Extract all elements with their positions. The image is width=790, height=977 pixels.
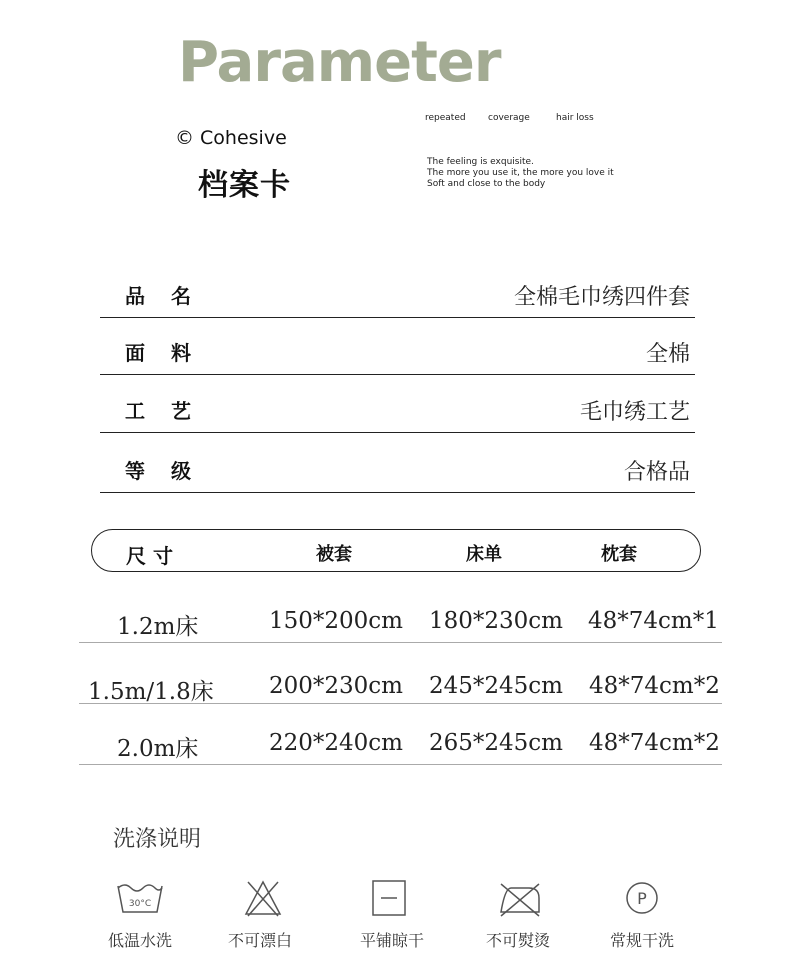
param-value: 全棉 [645,342,690,367]
param-value: 全棉毛巾绣四件套 [513,285,690,310]
size-header-label: 尺 寸 [126,544,173,568]
tag-repeated: repeated [425,113,466,123]
brand-name: © Cohesive [175,127,287,149]
slogan-line: Soft and close to the body [427,179,546,189]
table-row [79,704,722,765]
wash-temperature: 30°C [128,899,152,909]
size-table-header [91,529,701,572]
wash-label: 不可熨烫 [486,931,551,950]
dry-flat-icon [365,878,415,918]
duvet-cell: 200*230cm [269,673,403,699]
bed-size-cell: 1.2m床 [117,614,199,640]
duvet-cell: 150*200cm [269,608,403,634]
dry-clean-p-icon [618,878,668,918]
bed-size-cell: 1.5m/1.8床 [88,679,214,705]
sheet-cell: 265*245cm [429,730,563,756]
wash-label: 不可漂白 [228,931,293,950]
no-bleach-icon [238,878,288,918]
table-row [79,643,722,704]
tag-coverage: coverage [488,113,530,123]
pillowcase-cell: 48*74cm*2 [589,730,720,756]
duvet-header: 被套 [316,544,352,565]
slogan [427,157,614,190]
slogan-line: The more you use it, the more you love it [427,168,614,178]
param-row-grade [100,435,695,493]
pillowcase-header: 枕套 [601,544,637,565]
wash-title: 洗涤说明 [113,827,202,852]
page-title: Parameter [178,30,501,95]
param-row-fabric [100,317,695,375]
param-value: 毛巾绣工艺 [579,400,690,425]
param-value: 合格品 [623,460,690,485]
pillowcase-cell: 48*74cm*2 [589,673,720,699]
pillowcase-cell: 48*74cm*1 [588,608,719,634]
param-label: 品名 [125,284,217,308]
slogan-line: The feeling is exquisite. [427,157,534,167]
no-iron-icon [495,878,545,918]
wash-30-icon [115,878,165,918]
sheet-cell: 180*230cm [429,608,563,634]
param-label: 等级 [125,459,217,483]
card-title: 档案卡 [198,168,291,203]
param-row-craft [100,375,695,433]
tag-hair-loss: hair loss [556,113,594,123]
wash-label: 平铺晾干 [360,931,425,950]
wash-label: 常规干洗 [610,931,675,950]
param-row-name [100,260,695,318]
sheet-header: 床单 [466,544,502,565]
duvet-cell: 220*240cm [269,730,403,756]
svg-text:P: P [637,889,647,908]
param-label: 工艺 [125,399,217,423]
bed-size-cell: 2.0m床 [117,736,199,762]
sheet-cell: 245*245cm [429,673,563,699]
wash-label: 低温水洗 [108,931,173,950]
table-row [79,582,722,643]
param-label: 面料 [125,341,217,365]
